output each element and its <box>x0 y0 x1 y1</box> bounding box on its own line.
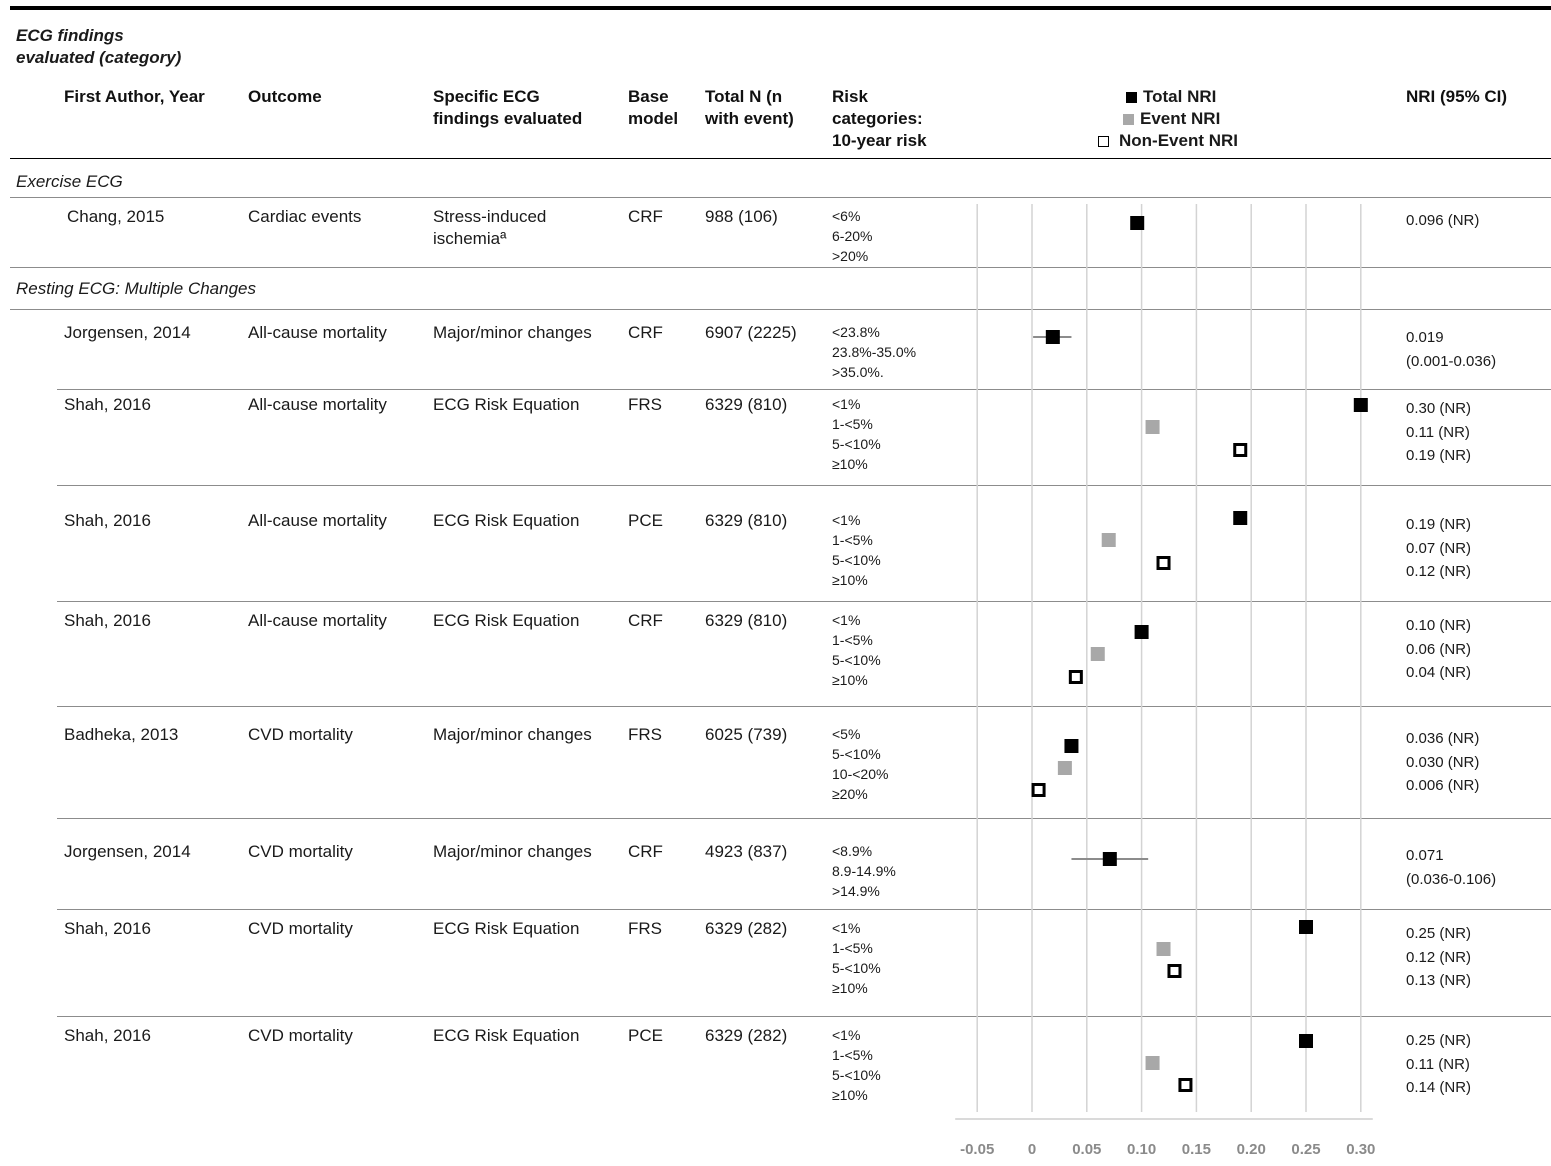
cell-total-n: 988 (106) <box>705 207 778 226</box>
cell-base-model: FRS <box>628 919 662 938</box>
cell-findings: ECG Risk Equation <box>433 395 580 414</box>
cell-risk-categories: <1% 1-<5% 5-<10% ≥10% <box>832 1027 881 1103</box>
total-nri-marker <box>1046 330 1060 344</box>
cell-base-model: FRS <box>628 395 662 414</box>
event-nri-marker <box>1157 942 1171 956</box>
cell-nri: 0.25 (NR) 0.11 (NR) 0.14 (NR) <box>1406 1032 1472 1096</box>
nonevent-nri-marker <box>1070 672 1081 683</box>
legend-label-total: Total NRI <box>1143 87 1217 106</box>
cell-author: Shah, 2016 <box>64 395 151 414</box>
cell-outcome: Cardiac events <box>248 207 362 226</box>
column-header-base-model: Base model <box>628 87 679 128</box>
cell-risk-categories: <1% 1-<5% 5-<10% ≥10% <box>832 396 881 472</box>
cell-base-model: PCE <box>628 1026 663 1045</box>
column-header-risk-categories: Risk categories: 10-year risk <box>832 87 927 150</box>
cell-base-model: CRF <box>628 611 663 630</box>
cell-outcome: CVD mortality <box>248 1026 353 1045</box>
cell-findings: Major/minor changes <box>433 842 592 861</box>
cell-base-model: PCE <box>628 511 663 530</box>
column-header-nri: NRI (95% CI) <box>1406 87 1508 106</box>
event-nri-marker <box>1102 533 1116 547</box>
x-tick-label: 0.25 <box>1291 1141 1321 1158</box>
cell-outcome: All-cause mortality <box>248 611 387 630</box>
cell-findings: ECG Risk Equation <box>433 511 580 530</box>
cell-nri: 0.25 (NR) 0.12 (NR) 0.13 (NR) <box>1406 925 1472 989</box>
event-nri-marker <box>1058 761 1072 775</box>
cell-outcome: All-cause mortality <box>248 323 387 342</box>
cell-total-n: 6025 (739) <box>705 725 788 744</box>
nonevent-nri-marker <box>1235 445 1246 456</box>
cell-author: Badheka, 2013 <box>64 725 179 744</box>
cell-total-n: 4923 (837) <box>705 842 788 861</box>
event-nri-marker <box>1146 1056 1160 1070</box>
cell-nri: 0.036 (NR) 0.030 (NR) 0.006 (NR) <box>1406 730 1480 794</box>
cell-total-n: 6329 (282) <box>705 1026 788 1045</box>
x-tick-label: 0 <box>1027 1141 1037 1158</box>
category-header: ECG findings evaluated (category) <box>16 26 182 67</box>
column-header-findings: Specific ECG findings evaluated <box>433 87 583 128</box>
group-title-resting: Resting ECG: Multiple Changes <box>16 279 257 298</box>
cell-author: Chang, 2015 <box>67 207 165 226</box>
x-tick-label: 0.20 <box>1236 1141 1266 1158</box>
event-nri-marker <box>1146 420 1160 434</box>
cell-findings: Major/minor changes <box>433 323 592 342</box>
nonevent-nri-marker <box>1033 785 1044 796</box>
event-nri-marker <box>1091 647 1105 661</box>
nonevent-nri-marker <box>1158 558 1169 569</box>
cell-total-n: 6329 (810) <box>705 511 788 530</box>
cell-nri: 0.071 (0.036-0.106) <box>1406 847 1497 888</box>
total-nri-marker <box>1064 739 1078 753</box>
cell-risk-categories: <1% 1-<5% 5-<10% ≥10% <box>832 920 881 996</box>
nonevent-nri-marker <box>1180 1080 1191 1091</box>
cell-findings: ECG Risk Equation <box>433 1026 580 1045</box>
cell-nri: 0.10 (NR) 0.06 (NR) 0.04 (NR) <box>1406 617 1472 681</box>
total-nri-marker <box>1103 852 1117 866</box>
cell-findings: Major/minor changes <box>433 725 592 744</box>
nonevent-nri-marker <box>1169 966 1180 977</box>
cell-nri: 0.019 (0.001-0.036) <box>1406 329 1497 370</box>
column-header-outcome: Outcome <box>248 87 322 106</box>
total-nri-marker <box>1233 511 1247 525</box>
cell-findings: ECG Risk Equation <box>433 919 580 938</box>
column-header-author: First Author, Year <box>64 87 205 106</box>
cell-findings: Stress-induced ischemiaª <box>433 207 547 248</box>
cell-outcome: All-cause mortality <box>248 511 387 530</box>
legend-label-nonevent: Non-Event NRI <box>1119 131 1238 150</box>
cell-author: Shah, 2016 <box>64 611 151 630</box>
cell-author: Jorgensen, 2014 <box>64 323 191 342</box>
column-header-total-n: Total N (n with event) <box>705 87 794 128</box>
total-nri-marker <box>1299 1034 1313 1048</box>
cell-outcome: CVD mortality <box>248 919 353 938</box>
cell-risk-categories: <5% 5-<10% 10-<20% ≥20% <box>832 726 889 802</box>
cell-risk-categories: <23.8% 23.8%-35.0% >35.0%. <box>832 324 917 380</box>
cell-risk-categories: <6% 6-20% >20% <box>832 208 873 264</box>
x-tick-label: 0.05 <box>1072 1141 1102 1158</box>
cell-base-model: CRF <box>628 207 663 226</box>
cell-total-n: 6907 (2225) <box>705 323 797 342</box>
total-nri-marker <box>1130 216 1144 230</box>
cell-outcome: All-cause mortality <box>248 395 387 414</box>
cell-outcome: CVD mortality <box>248 842 353 861</box>
cell-nri: 0.096 (NR) <box>1406 212 1480 229</box>
cell-total-n: 6329 (282) <box>705 919 788 938</box>
x-tick-label: 0.30 <box>1346 1141 1376 1158</box>
cell-author: Shah, 2016 <box>64 919 151 938</box>
total-nri-marker <box>1135 625 1149 639</box>
x-tick-label: 0.15 <box>1181 1141 1212 1158</box>
cell-base-model: CRF <box>628 842 663 861</box>
legend-label-event: Event NRI <box>1140 109 1221 128</box>
x-tick-label: 0.10 <box>1126 1141 1157 1158</box>
cell-author: Jorgensen, 2014 <box>64 842 191 861</box>
cell-nri: 0.19 (NR) 0.07 (NR) 0.12 (NR) <box>1406 516 1472 580</box>
cell-risk-categories: <1% 1-<5% 5-<10% ≥10% <box>832 512 881 588</box>
cell-total-n: 6329 (810) <box>705 395 788 414</box>
cell-outcome: CVD mortality <box>248 725 353 744</box>
cell-nri: 0.30 (NR) 0.11 (NR) 0.19 (NR) <box>1406 400 1472 464</box>
cell-author: Shah, 2016 <box>64 1026 151 1045</box>
group-title-exercise: Exercise ECG <box>16 172 123 191</box>
cell-risk-categories: <1% 1-<5% 5-<10% ≥10% <box>832 612 881 688</box>
cell-risk-categories: <8.9% 8.9-14.9% >14.9% <box>832 843 896 899</box>
cell-findings: ECG Risk Equation <box>433 611 580 630</box>
total-nri-marker <box>1354 398 1368 412</box>
total-nri-marker <box>1299 920 1313 934</box>
cell-author: Shah, 2016 <box>64 511 151 530</box>
cell-base-model: FRS <box>628 725 662 744</box>
x-tick-label: -0.05 <box>960 1141 995 1158</box>
cell-total-n: 6329 (810) <box>705 611 788 630</box>
cell-base-model: CRF <box>628 323 663 342</box>
